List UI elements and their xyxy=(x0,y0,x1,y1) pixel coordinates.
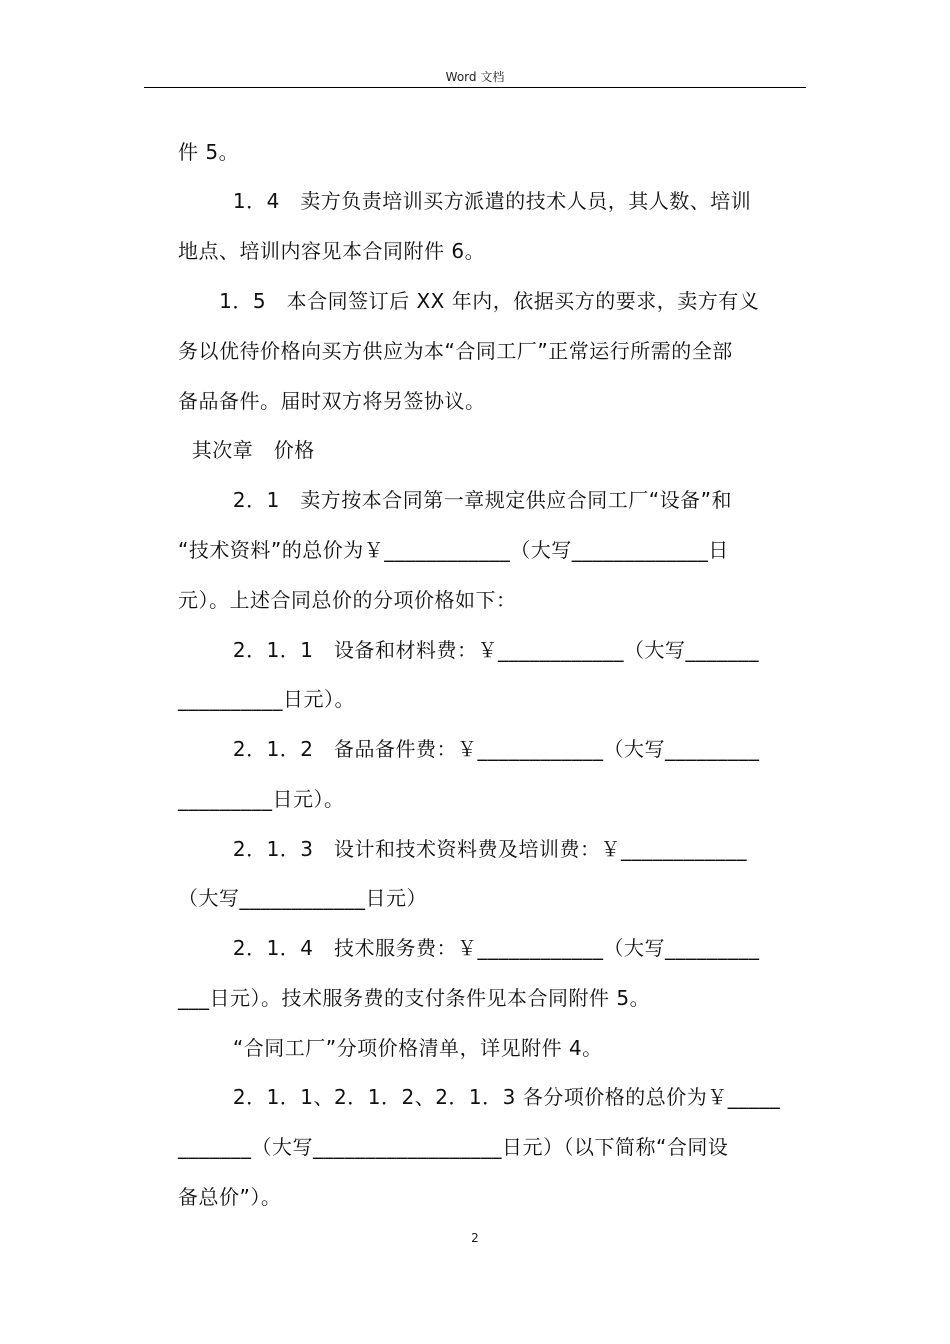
header-rule xyxy=(144,87,806,88)
body-line: 2．1 卖方按本合同第一章规定供应合同工厂“设备”和 xyxy=(178,488,733,512)
body-line: ___日元）。技术服务费的支付条件见本合同附件 5。 xyxy=(178,986,651,1010)
body-line: 1．5 本合同签订后 XX 年内，依据买方的要求，卖方有义 xyxy=(178,289,760,313)
body-line: 元）。上述合同总价的分项价格如下： xyxy=(178,588,517,612)
body-line: _______（大写__________________日元）（以下简称“合同设 xyxy=(178,1135,729,1159)
chapter-heading: 其次章 价格 xyxy=(178,438,315,462)
body-line: 备总价”）。 xyxy=(178,1185,282,1209)
body-line: 1．4 卖方负责培训买方派遣的技术人员，其人数、培训 xyxy=(178,189,752,213)
body-line: （大写____________日元） xyxy=(178,886,427,910)
page-header: Word 文档 xyxy=(445,70,505,84)
body-line: 2．1．3 设计和技术资料费及培训费：￥____________ xyxy=(178,837,748,861)
body-line: 务以优待价格向买方供应为本“合同工厂”正常运行所需的全部 xyxy=(178,339,733,363)
body-line: “技术资料”的总价为￥____________（大写_____________日 xyxy=(178,538,729,562)
body-line: 2．1．2 备品备件费：￥____________（大写_________ xyxy=(178,737,760,761)
body-line: 备品备件。届时双方将另签协议。 xyxy=(178,389,486,413)
body-line: 2．1．4 技术服务费：￥____________（大写_________ xyxy=(178,936,760,960)
body-line: __________日元）。 xyxy=(178,687,355,711)
page-number: 2 xyxy=(471,1231,479,1245)
body-line: _________日元）。 xyxy=(178,787,345,811)
body-line: 地点、培训内容见本合同附件 6。 xyxy=(178,239,486,263)
body-line: “合同工厂”分项价格清单，详见附件 4。 xyxy=(178,1036,603,1060)
body-line: 件 5。 xyxy=(178,140,240,164)
body-line: 2．1．1、2．1．2、2．1．3 各分项价格的总价为￥_____ xyxy=(178,1085,781,1109)
body-line: 2．1．1 设备和材料费：￥____________（大写_______ xyxy=(178,638,760,662)
